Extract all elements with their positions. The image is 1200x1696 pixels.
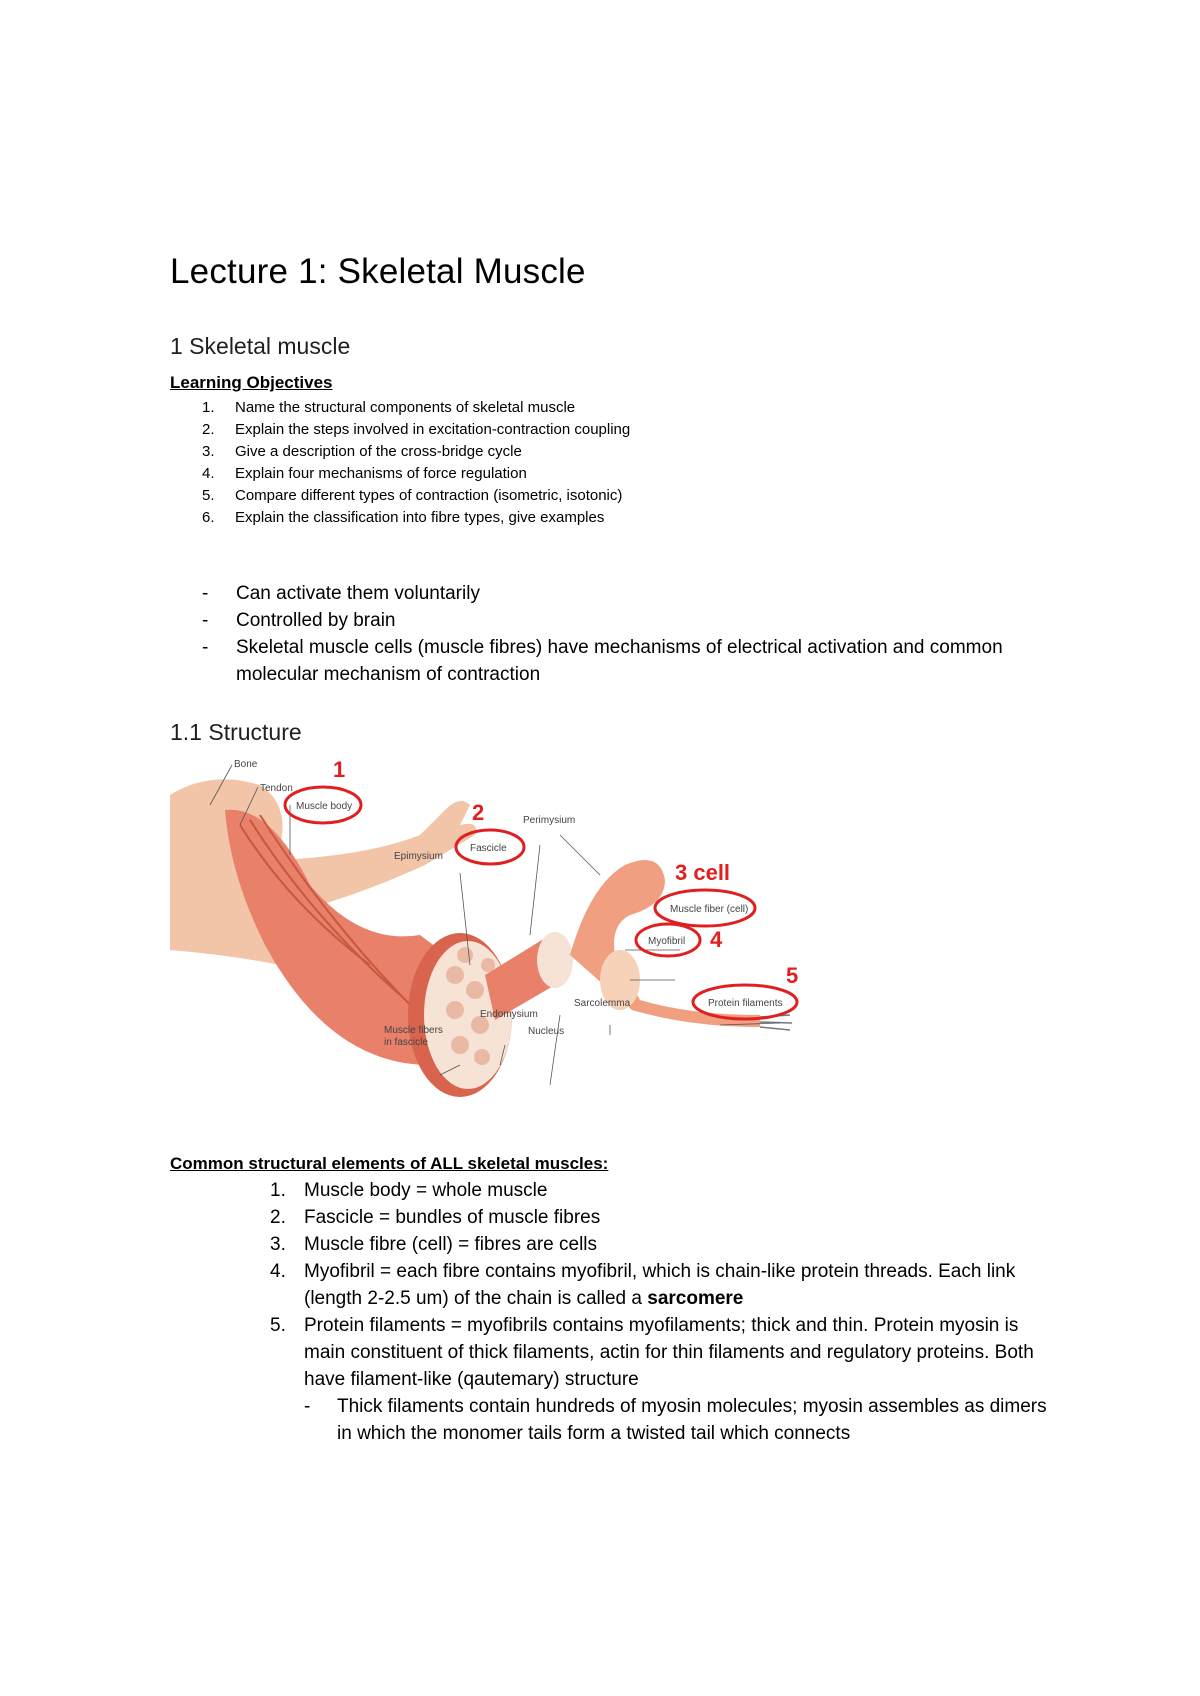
list-item: - Skeletal muscle cells (muscle fibres) have mechanisms of electrical activation and common molecular mechanism of contraction (170, 634, 1010, 688)
label-epimysium: Epimysium (394, 851, 443, 862)
list-item: 5. Compare different types of contraction (isometric, isotonic) (202, 487, 623, 504)
figure-number-4: 4 (710, 927, 723, 952)
list-item: 3. Muscle fibre (cell) = fibres are cells (270, 1234, 598, 1255)
section-heading-skeletal-muscle: 1 Skeletal muscle (170, 333, 351, 359)
figure-number-5: 5 (786, 963, 799, 988)
label-protein-filaments: Protein filaments (708, 998, 783, 1009)
sarcomere-term: sarcomere (647, 1288, 744, 1309)
label-fibers-in-fascicle: Muscle fibers (384, 1025, 443, 1036)
label-perimysium: Perimysium (523, 815, 576, 826)
list-item: 1. Muscle body = whole muscle (270, 1180, 548, 1201)
learning-objectives-heading: Learning Objectives (170, 373, 333, 392)
common-elements-heading: Common structural elements of ALL skeletal muscles: (170, 1154, 609, 1173)
label-myofibril: Myofibril (648, 936, 686, 947)
label-sarcolemma: Sarcolemma (574, 998, 631, 1009)
list-item: 5. Protein filaments = myofibrils contains myofilaments; thick and thin. Protein myosin is main constituent of thick filaments, actin for thin filaments and regulatory proteins. Both have filament-like (qautemary) structure - Thick filaments contain hundreds of myosin molecules; myosin assembles as dimers in which the monomer tails form a twisted tail which connects (170, 1312, 1050, 1447)
list-item: 1. Name the structural components of skeletal muscle (202, 399, 576, 416)
figure-number-3: 3 cell (675, 860, 731, 885)
label-muscle-body: Muscle body (296, 801, 353, 812)
list-item: - Controlled by brain (170, 607, 1010, 634)
label-muscle-fiber: Muscle fiber (cell) (670, 904, 749, 915)
label-endomysium: Endomysium (480, 1009, 538, 1020)
list-item: - Can activate them voluntarily (170, 580, 1010, 607)
list-item: 4. Myofibril = each fibre contains myofibril, which is chain-like protein threads. Each link (length 2-2.5 um) of the chain is called a sarcomere (270, 1261, 1016, 1309)
page-title: Lecture 1: Skeletal Muscle (170, 252, 586, 291)
list-item: 4. Explain four mechanisms of force regulation (202, 465, 527, 482)
fascicle-end (537, 932, 573, 988)
label-fascicle: Fascicle (470, 843, 507, 854)
list-item: 3. Give a description of the cross-bridge cycle (202, 443, 522, 460)
common-elements-list (170, 1177, 1050, 1447)
label-fibers-in-fascicle-2: in fascicle (384, 1037, 428, 1048)
skeletal-muscle-bullets (170, 580, 1010, 688)
figure-number-2: 2 (472, 800, 485, 825)
label-tendon: Tendon (260, 783, 293, 794)
list-item: 2. Explain the steps involved in excitation-contraction coupling (202, 421, 631, 438)
label-bone: Bone (234, 759, 258, 770)
list-item: - Thick filaments contain hundreds of myosin molecules; myosin assembles as dimers in which the monomer tails form a twisted tail which connects (304, 1393, 1050, 1447)
list-item: 2. Fascicle = bundles of muscle fibres (270, 1207, 601, 1228)
section-heading-structure: 1.1 Structure (170, 719, 302, 745)
list-item: 6. Explain the classification into fibre types, give examples (202, 509, 605, 526)
label-nucleus: Nucleus (528, 1026, 565, 1037)
learning-objectives-list (170, 397, 630, 529)
figure-number-1: 1 (333, 757, 346, 782)
muscle-structure-figure (170, 757, 870, 1140)
protein-filaments-sublist (304, 1393, 1050, 1447)
